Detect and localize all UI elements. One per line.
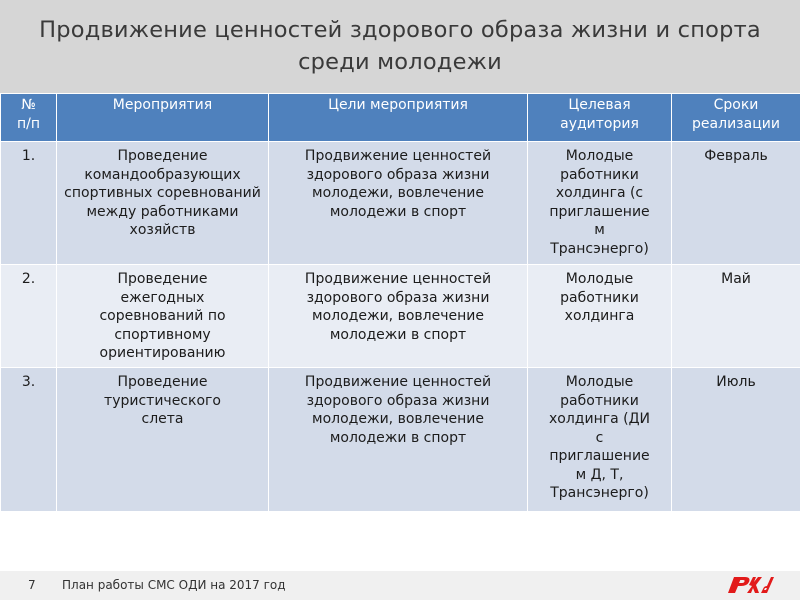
goal-text: Продвижение ценностей здорового образа жизни молодежи, вовлечение молодежи в спорт	[304, 271, 492, 343]
header-goals: Цели мероприятия	[269, 94, 528, 142]
dates-cell	[672, 142, 800, 265]
row-num-cell	[1, 142, 57, 265]
event-text: Проведение ежегодных соревнований по спортивному ориентированию	[99, 271, 226, 361]
event-cell	[57, 142, 269, 265]
table-header-row	[1, 94, 800, 142]
header-dates-line1: Сроки	[713, 97, 759, 113]
audience-cell	[528, 265, 672, 368]
goal-cell	[269, 368, 528, 512]
slide-title	[0, 14, 800, 78]
dates-text: Май	[721, 271, 751, 287]
row-num: 2.	[21, 271, 36, 287]
row-num: 1.	[21, 148, 36, 164]
goal-cell	[269, 265, 528, 368]
goal-text: Продвижение ценностей здорового образа жизни молодежи, вовлечение молодежи в спорт	[304, 374, 492, 446]
header-audience-line1: Целевая	[568, 97, 631, 113]
event-cell	[57, 368, 269, 512]
header-dates	[672, 94, 800, 142]
event-text: Проведение командообразующих спортивных соревнований между работниками хозяйств	[64, 148, 261, 238]
audience-cell	[528, 368, 672, 512]
goal-cell	[269, 142, 528, 265]
dates-text: Февраль	[704, 148, 768, 164]
row-num-cell	[1, 265, 57, 368]
audience-text: Молодые работники холдинга (ДИ с приглашение м Д, Т, Трансэнерго)	[549, 374, 650, 501]
header-num-line1: №	[21, 97, 36, 113]
event-cell	[57, 265, 269, 368]
header-events: Мероприятия	[57, 94, 269, 142]
row-num-cell	[1, 368, 57, 512]
goal-text: Продвижение ценностей здорового образа жизни молодежи, вовлечение молодежи в спорт	[304, 148, 492, 220]
slide-title-line1: Продвижение ценностей здорового образа жизни и спорта	[39, 17, 761, 43]
table-row	[1, 142, 800, 265]
row-num: 3.	[21, 374, 36, 390]
event-text: Проведение туристического слета	[104, 374, 221, 427]
header-audience-line2: аудитория	[560, 116, 639, 132]
slide-title-line2: среди молодежи	[298, 49, 502, 75]
header-num	[1, 94, 57, 142]
header-audience	[528, 94, 672, 142]
table-row	[1, 265, 800, 368]
rzd-logo-icon	[725, 573, 775, 595]
plan-table	[0, 93, 800, 512]
audience-text: Молодые работники холдинга	[560, 271, 639, 324]
header-dates-line2: реализации	[692, 116, 780, 132]
audience-text: Молодые работники холдинга (с приглашение м Трансэнерго)	[549, 148, 650, 257]
audience-cell	[528, 142, 672, 265]
dates-cell	[672, 368, 800, 512]
dates-text: Июль	[716, 374, 756, 390]
footer-page-number: 7	[28, 578, 36, 592]
table-row	[1, 368, 800, 512]
footer-text: План работы СМС ОДИ на 2017 год	[62, 578, 286, 592]
dates-cell	[672, 265, 800, 368]
header-num-line2: п/п	[16, 116, 41, 132]
